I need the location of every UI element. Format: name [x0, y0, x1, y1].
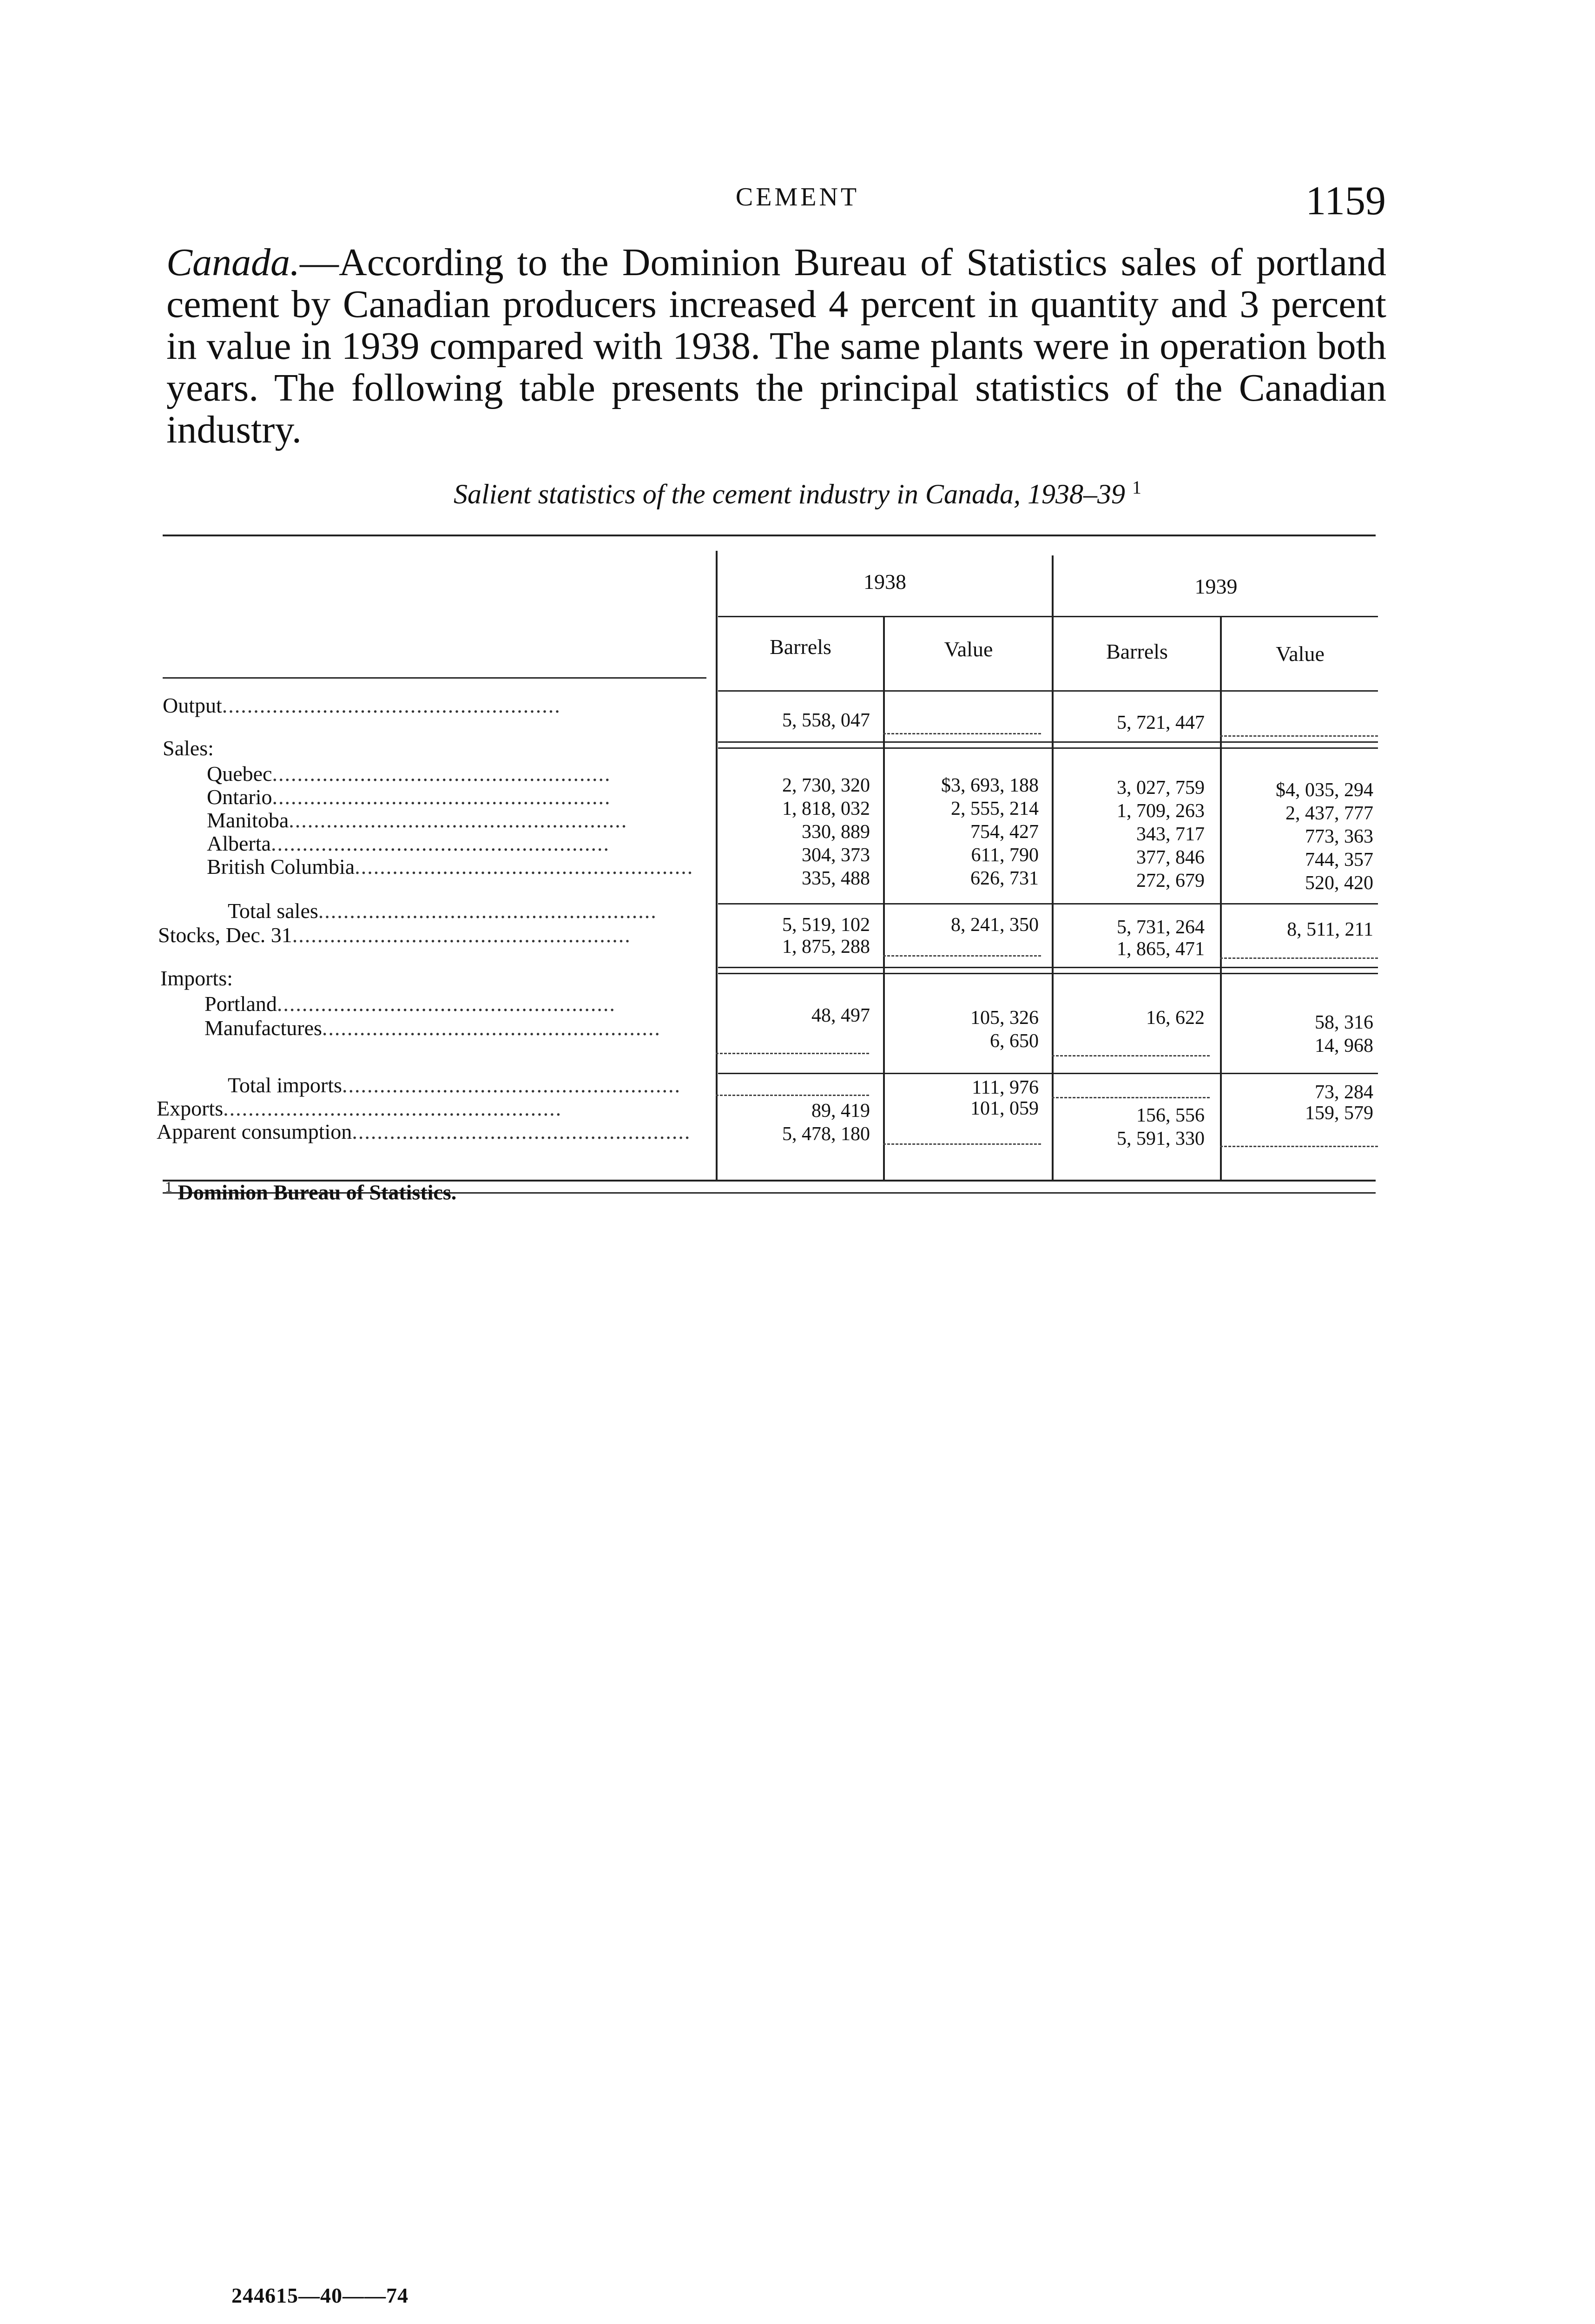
col-divider-3	[1220, 616, 1222, 1181]
cell-total-imports-value-1938: 111, 976	[972, 1077, 1039, 1098]
col-header-value-1938: Value	[944, 637, 993, 661]
col-header-barrels-1938: Barrels	[770, 635, 831, 659]
dash-stocks-value-1939	[1220, 957, 1378, 959]
cell-stocks-barrels-1939: 1, 865, 471	[1117, 938, 1205, 960]
intro-lead: Canada.	[166, 241, 300, 284]
cell-alberta-barrels-1939: 377, 846	[1136, 847, 1205, 868]
double-rule-after-output	[718, 741, 1378, 749]
cell-exports-barrels-1938: 89, 419	[811, 1100, 870, 1122]
cell-total-sales-value-1939: 8, 511, 211	[1287, 919, 1373, 940]
cell-output-barrels-1939: 5, 721, 447	[1117, 712, 1205, 733]
cell-total-imports-value-1939: 73, 284	[1315, 1082, 1373, 1103]
dash-output-value-1939	[1220, 735, 1378, 737]
row-label-output: Output......................................................	[163, 694, 561, 717]
cell-output-barrels-1938: 5, 558, 047	[782, 710, 870, 731]
double-rule-after-stocks	[718, 967, 1378, 974]
cell-manitoba-value-1939: 773, 363	[1305, 826, 1373, 847]
dash-output-value-1938	[883, 733, 1041, 734]
cell-ontario-barrels-1939: 1, 709, 263	[1117, 800, 1205, 822]
cell-alberta-value-1939: 744, 357	[1305, 849, 1373, 871]
row-label-british-columbia: British Columbia......................................................	[207, 855, 694, 878]
year-1938-header: 1938	[863, 570, 906, 594]
table-caption	[0, 476, 1595, 510]
cell-stocks-barrels-1938: 1, 875, 288	[782, 936, 870, 957]
dash-apparent-value-1939	[1220, 1146, 1378, 1147]
cell-portland-value-1939: 58, 316	[1315, 1012, 1373, 1033]
cell-portland-barrels-1938: 48, 497	[811, 1005, 870, 1026]
row-label-apparent-consumption: Apparent consumption......................................................	[157, 1120, 691, 1143]
year-1939-header: 1939	[1194, 574, 1238, 598]
year-divider-rule	[718, 616, 1378, 617]
cell-manitoba-barrels-1938: 330, 889	[802, 821, 870, 843]
printer-imprint: 244615—40——74	[231, 2284, 409, 2307]
dash-total-imports-barrels-1938	[716, 1095, 869, 1096]
cell-total-sales-barrels-1939: 5, 731, 264	[1117, 917, 1205, 938]
cell-alberta-value-1938: 611, 790	[971, 845, 1039, 866]
cell-total-sales-barrels-1938: 5, 519, 102	[782, 914, 870, 936]
cell-quebec-barrels-1938: 2, 730, 320	[782, 775, 870, 796]
row-label-stocks: Stocks, Dec. 31......................................................	[158, 924, 631, 947]
cell-apparent-barrels-1938: 5, 478, 180	[782, 1123, 870, 1145]
column-head-rule	[718, 690, 1378, 692]
row-label-quebec: Quebec......................................................	[207, 762, 611, 786]
cell-portland-value-1938: 105, 326	[970, 1007, 1039, 1029]
cell-manitoba-value-1938: 754, 427	[970, 821, 1039, 843]
row-label-alberta: Alberta......................................................	[207, 832, 610, 855]
row-label-manitoba: Manitoba......................................................	[207, 809, 628, 832]
dash-manufactures-barrels-1939	[1052, 1055, 1210, 1056]
row-label-manufactures: Manufactures......................................................	[204, 1017, 661, 1040]
col-divider-1	[883, 616, 885, 1181]
cell-manufactures-value-1938: 6, 650	[990, 1030, 1039, 1052]
cell-exports-value-1938: 101, 059	[970, 1098, 1039, 1119]
row-label-portland: Portland......................................................	[204, 992, 616, 1016]
year-divider	[1052, 555, 1054, 1181]
sales-heading: Sales:	[163, 737, 214, 760]
stub-head-rule	[163, 677, 706, 679]
table-top-rule	[163, 535, 1376, 536]
row-label-ontario: Ontario......................................................	[207, 786, 611, 809]
cell-manufactures-value-1939: 14, 968	[1315, 1035, 1373, 1056]
intro-text: —According to the Dominion Bureau of Statistics sales of portland cement by Canadian producers increased 4 percent in quantity and 3 percent in value in 1939 compared with 1938. The same plants were in operation both years. The following table presents the principal statistics of the Canadian industry.	[166, 241, 1386, 451]
dash-stocks-value-1938	[883, 955, 1041, 957]
table-footnote	[165, 1178, 456, 1204]
cell-total-sales-value-1938: 8, 241, 350	[951, 914, 1039, 936]
page-number: 1159	[1305, 178, 1386, 224]
cell-exports-value-1939: 159, 579	[1305, 1103, 1373, 1124]
row-label-total-sales: Total sales......................................................	[228, 899, 657, 923]
cell-quebec-value-1938: $3, 693, 188	[941, 775, 1039, 796]
cell-ontario-barrels-1938: 1, 818, 032	[782, 798, 870, 819]
footnote-mark: 1	[165, 1178, 172, 1195]
cell-bc-barrels-1938: 335, 488	[802, 868, 870, 889]
stub-divider	[716, 551, 718, 1181]
intro-paragraph	[166, 242, 1386, 451]
col-header-value-1939: Value	[1276, 642, 1325, 666]
cell-ontario-value-1938: 2, 555, 214	[951, 798, 1039, 819]
cell-quebec-value-1939: $4, 035, 294	[1276, 779, 1373, 801]
cell-portland-barrels-1939: 16, 622	[1146, 1007, 1205, 1029]
footnote-text: Dominion Bureau of Statistics.	[178, 1180, 457, 1204]
row-label-total-imports: Total imports......................................................	[228, 1074, 681, 1097]
rule-before-total-imports	[718, 1073, 1378, 1074]
row-label-exports: Exports......................................................	[157, 1097, 562, 1120]
dash-apparent-value-1938	[883, 1143, 1041, 1145]
caption-text: Salient statistics of the cement industry in Canada, 1938–39	[454, 479, 1125, 509]
cell-bc-barrels-1939: 272, 679	[1136, 870, 1205, 891]
dash-total-imports-barrels-1939	[1052, 1097, 1210, 1098]
cell-alberta-barrels-1938: 304, 373	[802, 845, 870, 866]
cell-apparent-barrels-1939: 5, 591, 330	[1117, 1128, 1205, 1149]
running-title: CEMENT	[735, 183, 860, 211]
cell-quebec-barrels-1939: 3, 027, 759	[1117, 777, 1205, 799]
col-header-barrels-1939: Barrels	[1106, 640, 1168, 663]
caption-footnote-mark: 1	[1132, 477, 1141, 498]
rule-before-total-sales	[718, 903, 1378, 905]
cell-exports-barrels-1939: 156, 556	[1136, 1105, 1205, 1126]
cell-manitoba-barrels-1939: 343, 717	[1136, 824, 1205, 845]
cell-ontario-value-1939: 2, 437, 777	[1285, 803, 1373, 824]
cell-bc-value-1939: 520, 420	[1305, 872, 1373, 894]
dash-manufactures-barrels-1938	[716, 1053, 869, 1054]
imports-heading: Imports:	[160, 967, 233, 990]
cell-bc-value-1938: 626, 731	[970, 868, 1039, 889]
